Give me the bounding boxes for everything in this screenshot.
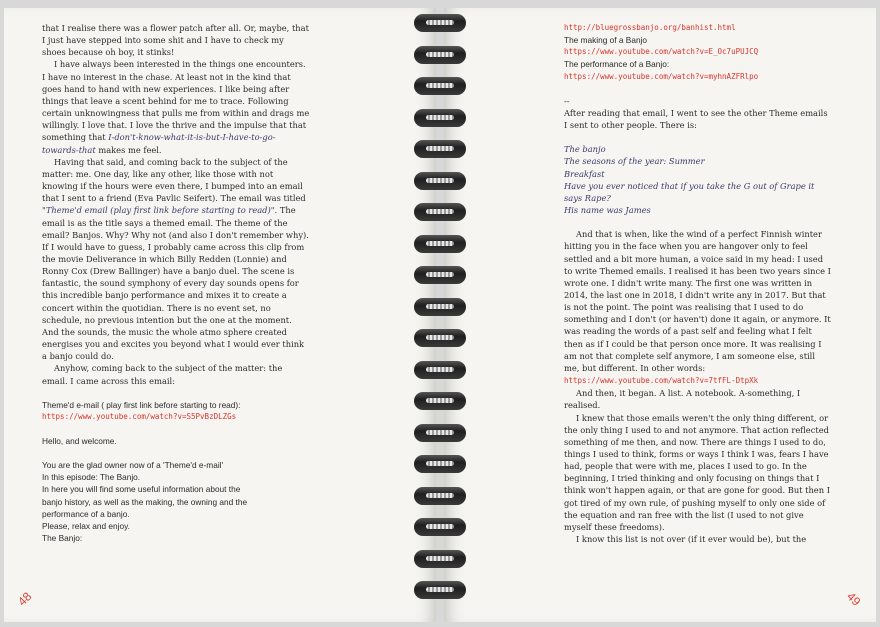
theme-item: Have you ever noticed that if you take the G out of Grape it says Rape? — [564, 180, 815, 203]
paragraph: I know this list is not over (if it ever would be), but the — [576, 534, 807, 545]
spiral-coil — [414, 266, 466, 284]
email-body — [42, 459, 310, 544]
email-body-line: In this episode: The Banjo. — [42, 472, 141, 483]
email-body-line: performance of a banjo. — [42, 508, 130, 519]
separator: -- — [564, 95, 570, 106]
email-body-line: The Banjo: — [42, 533, 83, 544]
intro-paragraph: After reading that email, I went to see the other Theme emails I sent to other people. There is: — [564, 107, 828, 131]
paragraph: And then, it began. A list. A notebook. A-something, I realised. — [564, 388, 801, 411]
theme-item: The banjo — [564, 144, 606, 155]
spiral-coil — [414, 140, 466, 158]
email-link[interactable]: http://bluegrossbanjo.org/banhist.html — [564, 23, 736, 32]
page-number: 48 — [15, 589, 35, 609]
email-subject: Theme'd e-mail ( play first link before starting to read): — [42, 399, 241, 410]
spiral-coil — [414, 172, 466, 190]
theme-item: Breakfast — [564, 168, 605, 179]
spiral-coil — [414, 581, 466, 599]
spiral-coil — [414, 392, 466, 410]
page-number: 49 — [843, 589, 863, 609]
handwritten-phrase: I-don't-know-what-it-is-but-I-have-to-go-towards-that — [42, 132, 276, 155]
spiral-coil — [414, 487, 466, 505]
spiral-coil — [414, 109, 466, 127]
email-body-line: In here you will find some useful information about the — [42, 484, 241, 495]
spiral-coil — [414, 235, 466, 253]
email-body-line: You are the glad owner now of a 'Theme'd e-mail' — [42, 460, 224, 471]
spiral-coil — [414, 455, 466, 473]
paragraph: that I realise there was a flower patch after all. Or, maybe, that I just have stepped into some shit and I have to check my shoes because oh boy, it stinks! — [42, 23, 309, 58]
email-label: The performance of a Banjo: — [564, 59, 670, 70]
spiral-coil — [414, 298, 466, 316]
paragraph: Anyhow, coming back to the subject of the matter: the email. I came across this email: — [42, 363, 283, 386]
email-label: The making of a Banjo — [564, 35, 648, 46]
right-page — [444, 8, 876, 622]
spiral-coil — [414, 329, 466, 347]
email-greeting: Hello, and welcome. — [42, 436, 117, 446]
email-link[interactable]: https://www.youtube.com/watch?v=S5PvBzDLZGs — [42, 411, 237, 421]
paragraph: And that is when, like the wind of a perfect Finnish winter hitting you in the face when you are hangover only to feel settled and a bit more human, a voice said in my head: I used to write Themed emails. I realised it has been two years since I wrote one. I didn't write many. The first one was written in 2014, the last one in 2018, I didn't write any in 2017. But that is not the point. The point was realising that I used to do something and I don't (or haven't) done it again, or anymore. It was reading the words of a past self and feeling what I felt then as if I could be that person once more. It was realising I am not that complete self anymore, I am someone else, still me, but different. In other words: https://www.youtube.com/watch?v=7tfFL-DtpXk — [564, 229, 831, 386]
handwritten-title: "Theme'd email (play first link before starting to read)" — [42, 205, 275, 216]
right-text-column — [564, 22, 832, 545]
theme-item: His name was James — [564, 205, 651, 216]
email-links — [564, 22, 832, 83]
email-link[interactable]: https://www.youtube.com/watch?v=myhnAZFRlpo — [564, 71, 759, 81]
spiral-coil — [414, 361, 466, 379]
left-page — [4, 8, 436, 622]
email-body-line: banjo history, as well as the making, the owning and the — [42, 496, 248, 507]
spiral-coil — [414, 518, 466, 536]
spiral-coil — [414, 550, 466, 568]
spiral-binding — [414, 14, 466, 614]
left-text-column — [42, 22, 310, 544]
spiral-coil — [414, 424, 466, 442]
paragraph: I have always been interested in the things one encounters. I have no interest in the chase. At least not in the kind that goes hand to hand with new experiences. I like being after things that leave a scent behind for me to trace. Following certain unknowingness that pulls me from within and drags me willingly. I love that. I love the thrive and the impulse that that something that I-don't-know-what-it-is-but-I-have-to-go-towards-that makes me feel. — [42, 59, 310, 155]
email-body-line: Please, relax and enjoy. — [42, 520, 130, 531]
spiral-coil — [414, 203, 466, 221]
spiral-coil — [414, 14, 466, 32]
spiral-coil — [414, 77, 466, 95]
paragraph: Having that said, and coming back to the subject of the matter: me. One day, like any other, like those with not knowing if the hours were even there, I bumped into an email that I sent to a friend (Eva Pavlic Seifert). The email was titled "Theme'd email (play first link before starting to read)". The email is as the title says a themed email. The theme of the email? Banjos. Why? Why not (and also I don't remember why). If I would have to guess, I probably came across this clip from the movie Deliverance in which Billy Redden (Lonnie) and Ronny Cox (Drew Ballinger) have a banjo duel. The scene is fantastic, the sound symphony of every day sounds opens for this incredible banjo performance and mixes it to create a concert within the quotidian. There is no event set, no schedule, no previous intention but the one at the moment. And the sounds, the music the whole atmo sphere created energises you and excites you beyond what I would ever think a banjo could do. — [42, 156, 309, 362]
email-link[interactable]: https://www.youtube.com/watch?v=E_Oc7uPUJCQ — [564, 47, 759, 57]
spiral-coil — [414, 46, 466, 64]
inline-link[interactable]: https://www.youtube.com/watch?v=7tfFL-DtpXk — [564, 376, 759, 386]
paragraph: I knew that those emails weren't the only thing different, or the only thing I used to and not anymore. That action reflected something of me then, and now. There are things I used to do, things I used to think, forms or ways I think I was, fears I have had, people that were with me, places I used to go. In the beginning, I tried thinking and only focusing on things that I think won't happen again, or that are gone for good. But then I got tired of my own rule, of pushing myself to only one side of the equation and ran free with the list (I used to not give myself these freedoms). — [564, 412, 830, 532]
themes-list — [564, 143, 832, 216]
theme-item: The seasons of the year: Summer — [564, 156, 705, 167]
